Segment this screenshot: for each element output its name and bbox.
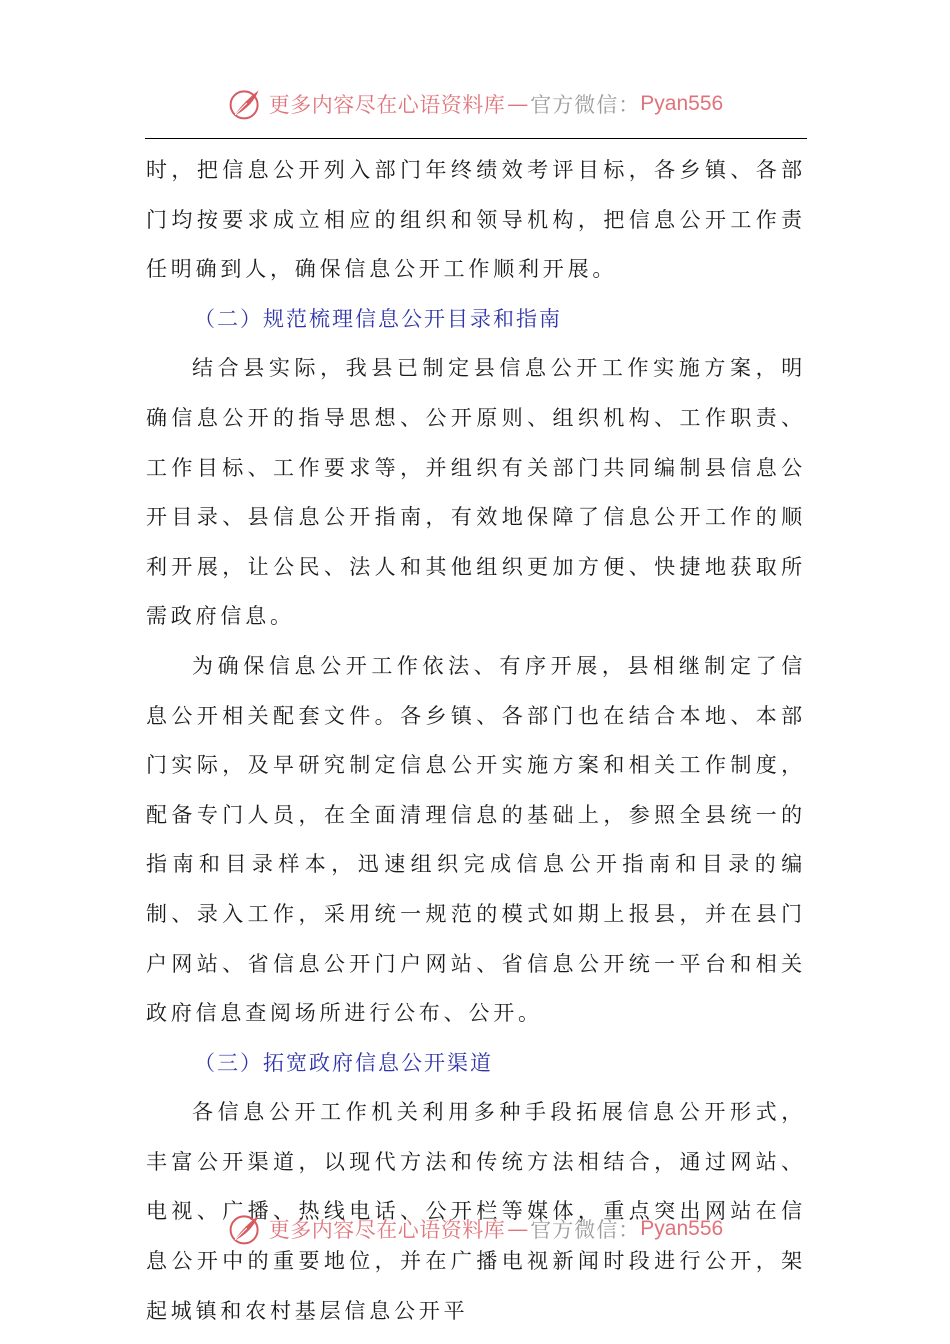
watermark-text: 更多内容尽在心语资料库 — [268, 93, 506, 117]
header-divider — [145, 138, 807, 139]
watermark-text: 更多内容尽在心语资料库 — [268, 1218, 506, 1242]
document-body — [146, 146, 806, 1336]
paragraph-1: 时，把信息公开列入部门年终绩效考评目标，各乡镇、各部门均按要求成立相应的组织和领导机构，把信息公开工作责任明确到人，确保信息公开工作顺利开展。 — [146, 158, 806, 282]
watermark-separator: — — [507, 1217, 529, 1241]
watermark-wechat-id: Pyan556 — [640, 92, 724, 115]
watermark-official-label: 官方微信： — [530, 1218, 641, 1242]
section-heading-2: （二）规范梳理信息公开目录和指南 — [194, 306, 562, 331]
header-watermark — [0, 84, 950, 124]
footer-watermark — [0, 1209, 950, 1249]
quill-pen-logo-icon — [227, 86, 263, 122]
watermark-separator: — — [507, 92, 529, 116]
paragraph-4: 各信息公开工作机关利用多种手段拓展信息公开形式，丰富公开渠道，以现代方法和传统方法相结合，通过网站、电视、广播、热线电话、公开栏等媒体，重点突出网站在信息公开中的重要地位，并在广播电视新闻时段进行公开，架起城镇和农村基层信息公开平 — [146, 1100, 806, 1323]
paragraph-2: 结合县实际，我县已制定县信息公开工作实施方案，明确信息公开的指导思想、公开原则、组织机构、工作职责、工作目标、工作要求等，并组织有关部门共同编制县信息公开目录、县信息公开指南，有效地保障了信息公开工作的顺利开展，让公民、法人和其他组织更加方便、快捷地获取所需政府信息。 — [146, 356, 806, 629]
section-heading-3: （三）拓宽政府信息公开渠道 — [194, 1050, 493, 1075]
paragraph-3: 为确保信息公开工作依法、有序开展，县相继制定了信息公开相关配套文件。各乡镇、各部门也在结合本地、本部门实际，及早研究制定信息公开实施方案和相关工作制度，配备专门人员，在全面清理信息的基础上，参照全县统一的指南和目录样本，迅速组织完成信息公开指南和目录的编制、录入工作，采用统一规范的模式如期上报县，并在县门户网站、省信息公开门户网站、省信息公开统一平台和相关政府信息查阅场所进行公布、公开。 — [146, 653, 806, 1026]
watermark-official-label: 官方微信： — [530, 93, 641, 117]
quill-pen-logo-icon — [227, 1211, 263, 1247]
watermark-wechat-id: Pyan556 — [640, 1217, 724, 1240]
